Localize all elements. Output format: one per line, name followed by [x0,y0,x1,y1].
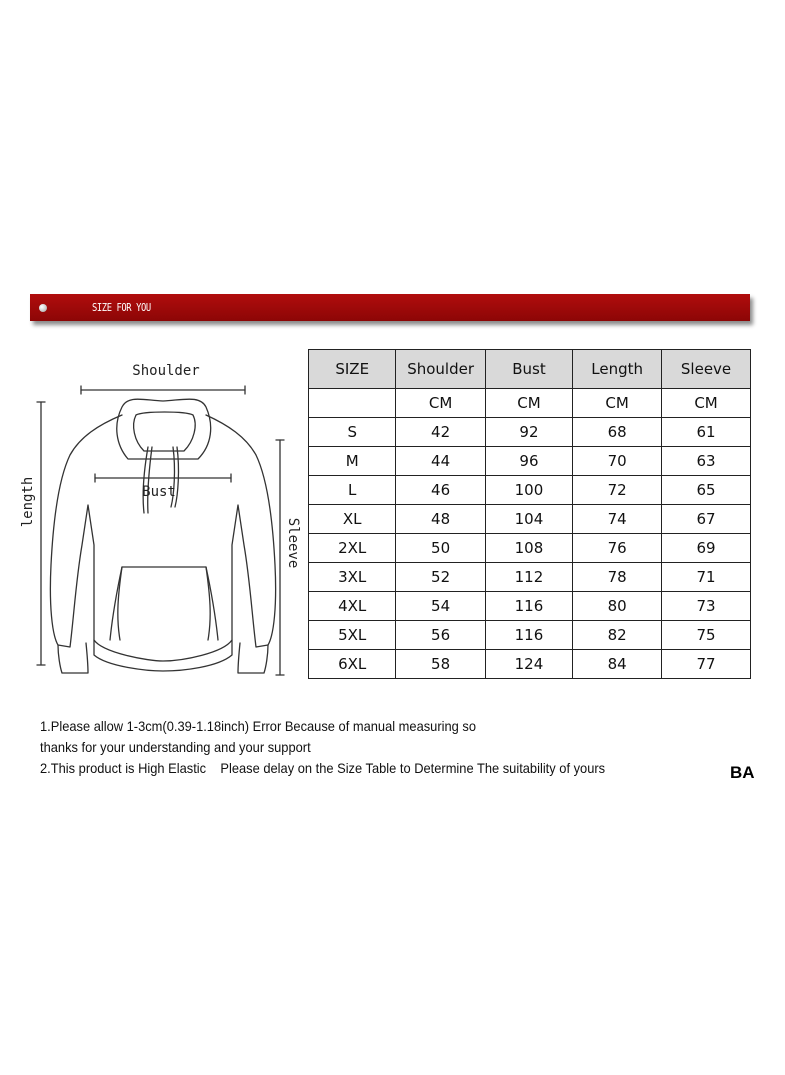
table-cell: 78 [573,563,662,592]
table-cell: 77 [662,650,751,679]
size-table [308,349,751,679]
table-cell: 74 [573,505,662,534]
table-row [309,418,751,447]
table-cell: 42 [396,418,485,447]
size-cell: 4XL [309,592,396,621]
banner-title: SIZE FOR YOU [92,301,151,314]
table-cell: 80 [573,592,662,621]
table-cell: 67 [662,505,751,534]
table-row [309,505,751,534]
table-cell: 70 [573,447,662,476]
table-cell: 58 [396,650,485,679]
table-cell: 48 [396,505,485,534]
table-cell: 82 [573,621,662,650]
table-cell: 116 [485,592,572,621]
col-header-sleeve: Sleeve [662,350,751,389]
units-row [309,389,751,418]
table-cell: 61 [662,418,751,447]
unit-cell: CM [573,389,662,418]
table-cell: 72 [573,476,662,505]
hoodie-diagram [18,355,303,685]
col-header-size: SIZE [309,350,396,389]
table-cell: 46 [396,476,485,505]
table-cell: 100 [485,476,572,505]
table-cell: 73 [662,592,751,621]
col-header-length: Length [573,350,662,389]
table-cell: 112 [485,563,572,592]
size-cell: 2XL [309,534,396,563]
size-cell: 3XL [309,563,396,592]
table-cell: 71 [662,563,751,592]
sleeve-label: Sleeve [285,517,301,569]
table-cell: 52 [396,563,485,592]
table-cell: 44 [396,447,485,476]
unit-cell: CM [396,389,485,418]
size-cell: L [309,476,396,505]
unit-cell [309,389,396,418]
brand-mark: BA [730,763,755,782]
table-cell: 69 [662,534,751,563]
table-cell: 108 [485,534,572,563]
table-cell: 68 [573,418,662,447]
table-cell: 84 [573,650,662,679]
table-cell: 75 [662,621,751,650]
size-cell: S [309,418,396,447]
table-cell: 96 [485,447,572,476]
table-row [309,447,751,476]
table-cell: 92 [485,418,572,447]
table-cell: 54 [396,592,485,621]
size-cell: 5XL [309,621,396,650]
shoulder-label: Shoulder [132,363,200,379]
table-cell: 56 [396,621,485,650]
size-cell: M [309,447,396,476]
size-banner [30,294,750,321]
table-row [309,592,751,621]
table-row [309,476,751,505]
bullet-icon [39,304,47,312]
table-cell: 124 [485,650,572,679]
note-line-1: 1.Please allow 1-3cm(0.39-1.18inch) Error Because of manual measuring so [40,718,476,734]
table-row [309,563,751,592]
table-cell: 50 [396,534,485,563]
table-cell: 116 [485,621,572,650]
table-cell: 63 [662,447,751,476]
col-header-shoulder: Shoulder [396,350,485,389]
length-label: length [20,476,36,528]
note-line-3: 2.This product is High Elastic Please delay on the Size Table to Determine The suitability of yours [40,760,606,776]
table-row [309,650,751,679]
unit-cell: CM [662,389,751,418]
size-notes [40,716,605,779]
table-cell: 76 [573,534,662,563]
table-header-row [309,350,751,389]
table-cell: 104 [485,505,572,534]
hoodie-illustration [18,355,303,685]
note-line-2: thanks for your understanding and your support [40,739,311,755]
table-row [309,621,751,650]
table-row [309,534,751,563]
bust-label: Bust [142,484,176,500]
table-cell: 65 [662,476,751,505]
unit-cell: CM [485,389,572,418]
col-header-bust: Bust [485,350,572,389]
size-cell: 6XL [309,650,396,679]
size-cell: XL [309,505,396,534]
